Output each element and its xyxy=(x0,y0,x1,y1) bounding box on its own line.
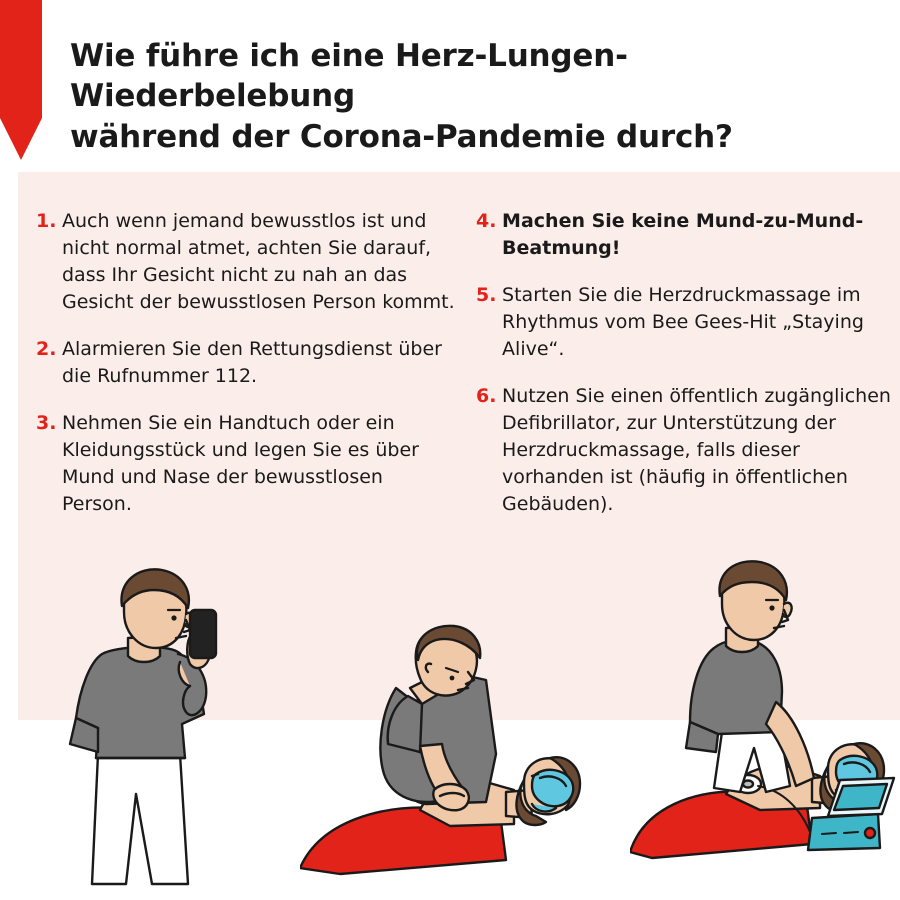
defibrillator-drawing xyxy=(630,552,900,900)
step-number: 5. xyxy=(476,283,497,306)
list-item xyxy=(476,208,900,262)
red-corner-flag-decoration xyxy=(0,0,42,160)
step-number: 3. xyxy=(36,411,57,434)
page-title xyxy=(70,36,880,157)
list-item xyxy=(36,410,456,518)
illustration-band xyxy=(0,540,900,900)
step-number: 6. xyxy=(476,384,497,407)
chest-compressions-drawing xyxy=(300,568,600,898)
step-text: Auch wenn jemand bewusstlos ist und nicht normal atmet, achten Sie darauf, dass Ihr Gesicht nicht zu nah an das Gesicht der bewusstlosen Person kommt. xyxy=(62,210,455,313)
step-number: 1. xyxy=(36,210,57,232)
defibrillator-use-on-victim xyxy=(630,552,900,900)
steps-column-left xyxy=(18,172,456,538)
step-number: 2. xyxy=(36,337,57,360)
steps-columns xyxy=(18,172,900,538)
step-text: Starten Sie die Herzdruckmassage im Rhythmus vom Bee Gees-Hit „Staying Alive“. xyxy=(502,283,864,360)
list-item xyxy=(36,208,456,316)
list-item xyxy=(36,336,456,390)
person-calling-emergency xyxy=(40,558,260,898)
step-text: Alarmieren Sie den Rettungsdienst über die Rufnummer 112. xyxy=(62,337,442,387)
step-text: Machen Sie keine Mund-zu-Mund-Beatmung! xyxy=(502,210,864,259)
step-text: Nutzen Sie einen öffentlich zugänglichen Defibrillator, zur Unterstützung der Herzdruckmassage, falls dieser vorhanden ist (häufig in öffentlichen Gebäuden). xyxy=(502,384,891,515)
step-number: 4. xyxy=(476,210,497,232)
list-item xyxy=(476,383,900,518)
list-item xyxy=(476,282,900,363)
person-calling-emergency-drawing xyxy=(40,558,260,898)
page-title-line-2: während der Corona-Pandemie durch? xyxy=(70,118,733,155)
steps-column-right xyxy=(456,172,900,538)
chest-compressions-on-victim xyxy=(300,568,600,898)
page-title-line-1: Wie führe ich eine Herz-Lungen-Wiederbelebung xyxy=(70,38,628,115)
step-text: Nehmen Sie ein Handtuch oder ein Kleidungsstück und legen Sie es über Mund und Nase der bewusstlosen Person. xyxy=(62,411,419,515)
